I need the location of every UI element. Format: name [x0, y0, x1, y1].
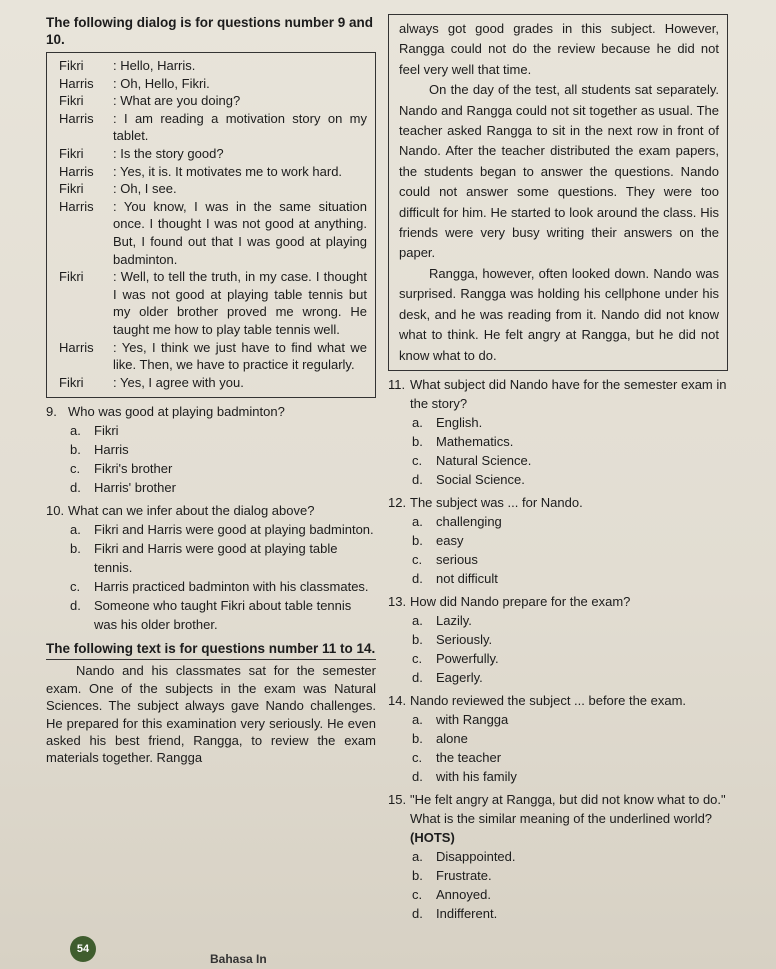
- page-number-badge: 54: [70, 936, 96, 962]
- answer-option[interactable]: a. Disappointed.: [412, 848, 516, 864]
- story-box: [388, 14, 728, 371]
- story-paragraph: Rangga, however, often looked down. Nando was surprised. Rangga was holding his cellphone under his desk, and he was reading from it. Nando did not know what to think. He felt angry at Rangga, but he did not know what to do.: [399, 265, 719, 363]
- dialog-intro: The following dialog is for questions number 9 and 10.: [46, 15, 374, 47]
- book-footer: Bahasa In: [210, 952, 267, 966]
- answer-option[interactable]: d. Someone who taught Fikri about table tennis was his older brother.: [70, 598, 352, 633]
- answer-option[interactable]: d. not difficult: [412, 570, 498, 586]
- question-12: 12. The subject was ... for Nando. a. challenging b. easy c. serious d. not difficult: [388, 493, 728, 588]
- hots-label: (HOTS): [410, 829, 455, 845]
- answer-option[interactable]: a. Fikri: [70, 423, 119, 439]
- question-14: 14. Nando reviewed the subject ... before the exam. a. with Rangga b. alone c. the teacher d. with his family: [388, 691, 728, 786]
- answer-option[interactable]: a. challenging: [412, 513, 502, 529]
- answer-option[interactable]: b. alone: [412, 730, 468, 746]
- dialog-box: [46, 52, 376, 398]
- dialog-line: Harris : Yes, it is. It motivates me to work hard.: [59, 163, 343, 179]
- answer-option[interactable]: c. Powerfully.: [412, 650, 499, 666]
- question-9: 9. Who was good at playing badminton? a. Fikri b. Harris c. Fikri's brother d. Harris' brother: [46, 402, 376, 497]
- story-intro: The following text is for questions number 11 to 14.: [46, 641, 376, 657]
- answer-option[interactable]: d. with his family: [412, 768, 517, 784]
- left-column: [46, 14, 376, 767]
- answer-option[interactable]: b. Seriously.: [412, 631, 493, 647]
- dialog-line: Harris : Oh, Hello, Fikri.: [59, 75, 210, 91]
- answer-option[interactable]: d. Social Science.: [412, 471, 525, 487]
- answer-option[interactable]: b. easy: [412, 532, 464, 548]
- dialog-line: Fikri : Oh, I see.: [59, 181, 177, 197]
- answer-option[interactable]: b. Frustrate.: [412, 867, 492, 883]
- question-13: 13. How did Nando prepare for the exam? a. Lazily. b. Seriously. c. Powerfully. d. Eagerly.: [388, 592, 728, 687]
- dialog-line: Fikri : Is the story good?: [59, 145, 224, 161]
- story-text-start: Nando and his classmates sat for the semester exam. One of the subjects in the exam was Natural Sciences. The subject always gave Nando challenges. He prepared for this examination very seriously. He even asked his best friend, Rangga, to review the exam materials together. Rangga: [46, 659, 376, 766]
- answer-option[interactable]: c. Natural Science.: [412, 452, 532, 468]
- dialog-line: Fikri : Yes, I agree with you.: [59, 374, 244, 390]
- dialog-line: Harris : Yes, I think we just have to find what we like. Then, we have to practice it regularly.: [59, 339, 367, 373]
- dialog-line: Fikri : What are you doing?: [59, 93, 241, 109]
- dialog-line: Fikri : Hello, Harris.: [59, 58, 196, 73]
- answer-option[interactable]: a. Lazily.: [412, 612, 472, 628]
- answer-option[interactable]: c. Fikri's brother: [70, 461, 173, 477]
- question-15: 15. "He felt angry at Rangga, but did not know what to do." What is the similar meaning of the underlined world? (HOTS) a. Disappointed. b. Frustrate. c. Annoyed. d. Indifferent.: [388, 790, 728, 923]
- answer-option[interactable]: c. Harris practiced badminton with his classmates.: [70, 579, 369, 595]
- dialog-line: Harris : You know, I was in the same situation once. I thought I was not good at anything. But, I found out that I was good at playing badminton.: [59, 198, 367, 267]
- answer-option[interactable]: d. Harris' brother: [70, 480, 176, 496]
- answer-option[interactable]: d. Eagerly.: [412, 669, 483, 685]
- right-column: [388, 14, 728, 923]
- answer-option[interactable]: a. with Rangga: [412, 711, 509, 727]
- story-paragraph: always got good grades in this subject. However, Rangga could not do the review because he did not feel very well that time.: [399, 21, 719, 77]
- question-10: 10. What can we infer about the dialog above? a. Fikri and Harris were good at playing badminton. b. Fikri and Harris were good at playing table tennis. c. Harris practiced badminton with his classmates. d. Someone who taught Fikri about table tennis was his older brother.: [46, 501, 376, 634]
- story-paragraph: On the day of the test, all students sat separately. Nando and Rangga could not sit together as usual. The teacher asked Rangga to sit in the next row in front of Nando. After the teacher distributed the exam papers, the students began to answer the questions. Nando could not answer some questions. They were too difficult for him. He started to look around the class. His friends were very busy writing their answers on the paper.: [399, 82, 719, 261]
- answer-option[interactable]: a. English.: [412, 414, 483, 430]
- answer-option[interactable]: d. Indifferent.: [412, 905, 498, 921]
- answer-option[interactable]: c. serious: [412, 551, 478, 567]
- answer-option[interactable]: c. the teacher: [412, 749, 502, 765]
- answer-option[interactable]: b. Mathematics.: [412, 433, 514, 449]
- dialog-line: Fikri : Well, to tell the truth, in my case. I thought I was not good at playing table tennis but my older brother proved me wrong. He taught me how to play table tennis well.: [59, 269, 367, 337]
- question-11: 11. What subject did Nando have for the semester exam in the story? a. English. b. Mathematics. c. Natural Science. d. Social Science.: [388, 376, 727, 487]
- dialog-line: Harris : I am reading a motivation story on my tablet.: [59, 110, 367, 144]
- answer-option[interactable]: b. Fikri and Harris were good at playing table tennis.: [70, 541, 338, 576]
- answer-option[interactable]: a. Fikri and Harris were good at playing badminton.: [70, 522, 374, 538]
- answer-option[interactable]: b. Harris: [70, 442, 129, 458]
- answer-option[interactable]: c. Annoyed.: [412, 886, 491, 902]
